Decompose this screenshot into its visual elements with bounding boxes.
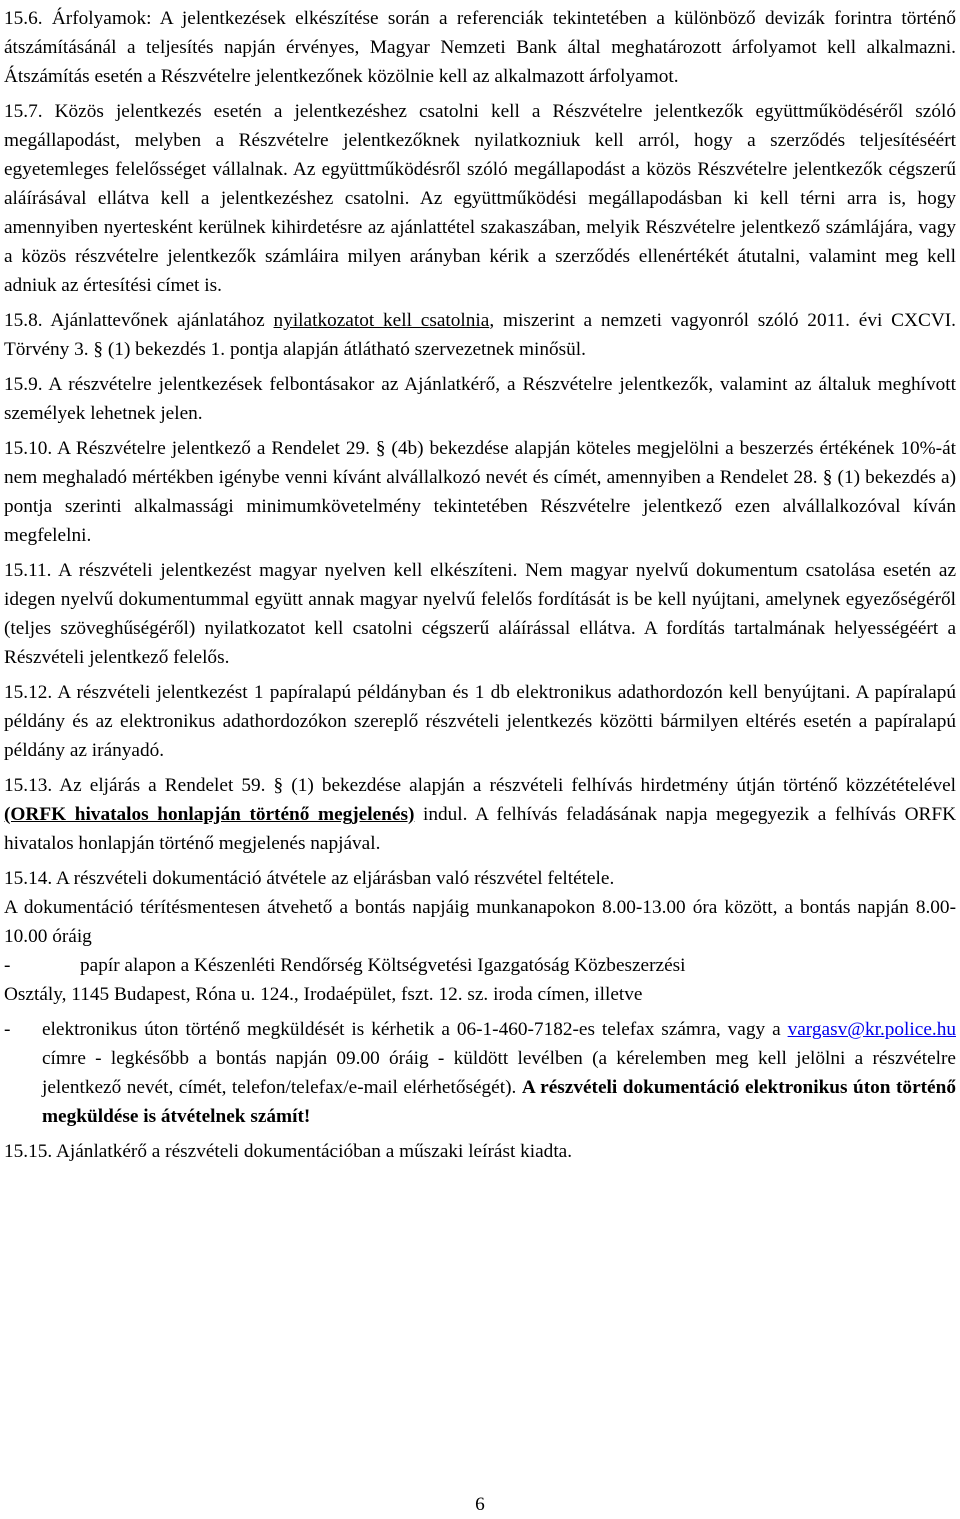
- electronic-option-details: címre - legkésőbb a bontás napján 09.00 óráig - küldött levélben (a kérelemben meg kell jelölni a részvételre jelentkező nevét, címét, telefon/telefax/e-mail elérhetőségét).: [42, 1048, 956, 1098]
- section-15-14-text: A dokumentáció térítésmentesen átvehető a bontás napjáig munkanapokon 8.00-13.00 óra között, a bontás napján 8.00-10.00 óráig: [4, 897, 956, 947]
- section-15-8-rest: , miszerint a nemzeti vagyonról szóló 2011. évi CXCVI. Törvény 3. § (1) bekezdés 1. pontja alapján átlátható szervezetnek minősül.: [4, 310, 956, 360]
- section-15-14-paper-line-1: [4, 951, 956, 980]
- section-15-15: 15.15. Ajánlatkérő a részvételi dokumentációban a műszaki leírást kiadta.: [4, 1141, 573, 1162]
- page-number: 6: [475, 1494, 485, 1515]
- section-15-8-underlined: nyilatkozatot kell csatolnia: [273, 310, 490, 331]
- section-15-12: 15.12. A részvételi jelentkezést 1 papíralapú példányban és 1 db elektronikus adathordozón kell benyújtani. A papíralapú példány és az elektronikus adathordozókon szereplő részvételi jelentkezés közötti bármilyen eltérés esetén a papíralapú példány az irányadó.: [4, 682, 956, 761]
- section-15-10: 15.10. A Részvételre jelentkező a Rendelet 29. § (4b) bekezdése alapján köteles megjelölni a beszerzés értékének 10%-át nem meghaladó mértékben igénybe venni kívánt alvállalkozó nevét és címét, amennyiben a Rendelet 28. § (1) bekezdés a) pontja szerinti alkalmassági minimumkövetelmény tekintetében Részvételre jelentkező ezen alvállalkozóval kíván megfelelni.: [4, 438, 956, 546]
- section-15-7: 15.7. Közös jelentkezés esetén a jelentkezéshez csatolni kell a Részvételre jelentkezők együttműködéséről szóló megállapodást, melyben a Részvételre jelentkezőknek nyilatkozniuk kell arról, hogy a szerződés teljesítéséért egyetemleges felelősséget vállalnak. Az együttműködésről szóló megállapodást a közös Részvételre jelentkezők cégszerű aláírásával ellátva kell a jelentkezéshez csatolni. Az együttműködési megállapodásban ki kell térni arra is, hogy amennyiben nyertesként kerülnek kihirdetésre az ajánlattétel szakaszában, melyik Részvételre jelentkező számlájára, vagy a közös részvételre jelentkezők számláira milyen arányban kérik a szerződés ellenértékét átutalni, valamint meg kell adniuk az értesítési címet is.: [4, 101, 956, 296]
- section-15-14-electronic-item: [4, 1015, 956, 1131]
- document-page: [4, 4, 956, 1172]
- electronic-option-text: [42, 1015, 956, 1131]
- email-link[interactable]: vargasv@kr.police.hu: [787, 1019, 956, 1040]
- list-dash: -: [4, 955, 11, 976]
- paper-option-text: papír alapon a Készenléti Rendőrség Költségvetési Igazgatóság Közbeszerzési: [80, 955, 686, 976]
- electronic-option-notice: A részvételi dokumentáció elektronikus úton történő megküldése is átvételnek számít!: [42, 1077, 956, 1127]
- section-15-8-text: 15.8. Ajánlattevőnek ajánlatához: [4, 310, 274, 331]
- section-15-8: [4, 306, 956, 364]
- section-15-6: 15.6. Árfolyamok: A jelentkezések elkészítése során a referenciák tekintetében a különböző devizák forintra történő átszámításánál a teljesítés napján érvényes, Magyar Nemzeti Bank által meghatározott árfolyamot kell alkalmazni. Átszámítás esetén a Részvételre jelentkezőnek közölnie kell az alkalmazott árfolyamot.: [4, 8, 956, 87]
- section-15-9: 15.9. A részvételre jelentkezések felbontásakor az Ajánlatkérő, a Részvételre jelentkezők, valamint az általuk meghívott személyek lehetnek jelen.: [4, 374, 956, 424]
- section-15-13-text: 15.13. Az eljárás a Rendelet 59. § (1) bekezdése alapján a részvételi felhívás hirdetmény útján történő közzétételével: [4, 775, 956, 796]
- section-15-14-paper-line-2: Osztály, 1145 Budapest, Róna u. 124., Irodaépület, fszt. 12. sz. iroda címen, illetve: [4, 984, 643, 1005]
- section-15-13-rest: indul. A felhívás feladásának napja megegyezik a felhívás ORFK hivatalos honlapján történő megjelenés napjával.: [4, 804, 956, 854]
- section-15-13-emphasis: (ORFK hivatalos honlapján történő megjelenés): [4, 804, 415, 825]
- section-15-13: [4, 771, 956, 858]
- list-dash: -: [4, 1019, 11, 1040]
- section-15-14-title: 15.14. A részvételi dokumentáció átvétele az eljárásban való részvétel feltétele.: [4, 868, 615, 889]
- electronic-option-intro: elektronikus úton történő megküldését is kérhetik a 06-1-460-7182-es telefax számra, vagy a: [42, 1019, 788, 1040]
- section-15-11: 15.11. A részvételi jelentkezést magyar nyelven kell elkészíteni. Nem magyar nyelvű dokumentum csatolása esetén az idegen nyelvű dokumentummal együtt annak magyar nyelvű felelős fordítását is be kell nyújtani, amelynek egyezőségéről (teljes szöveghűségéről) nyilatkozatot kell csatolni cégszerű aláírással ellátva. A fordítás tartalmának helyességéért a Részvételi jelentkező felelős.: [4, 560, 956, 668]
